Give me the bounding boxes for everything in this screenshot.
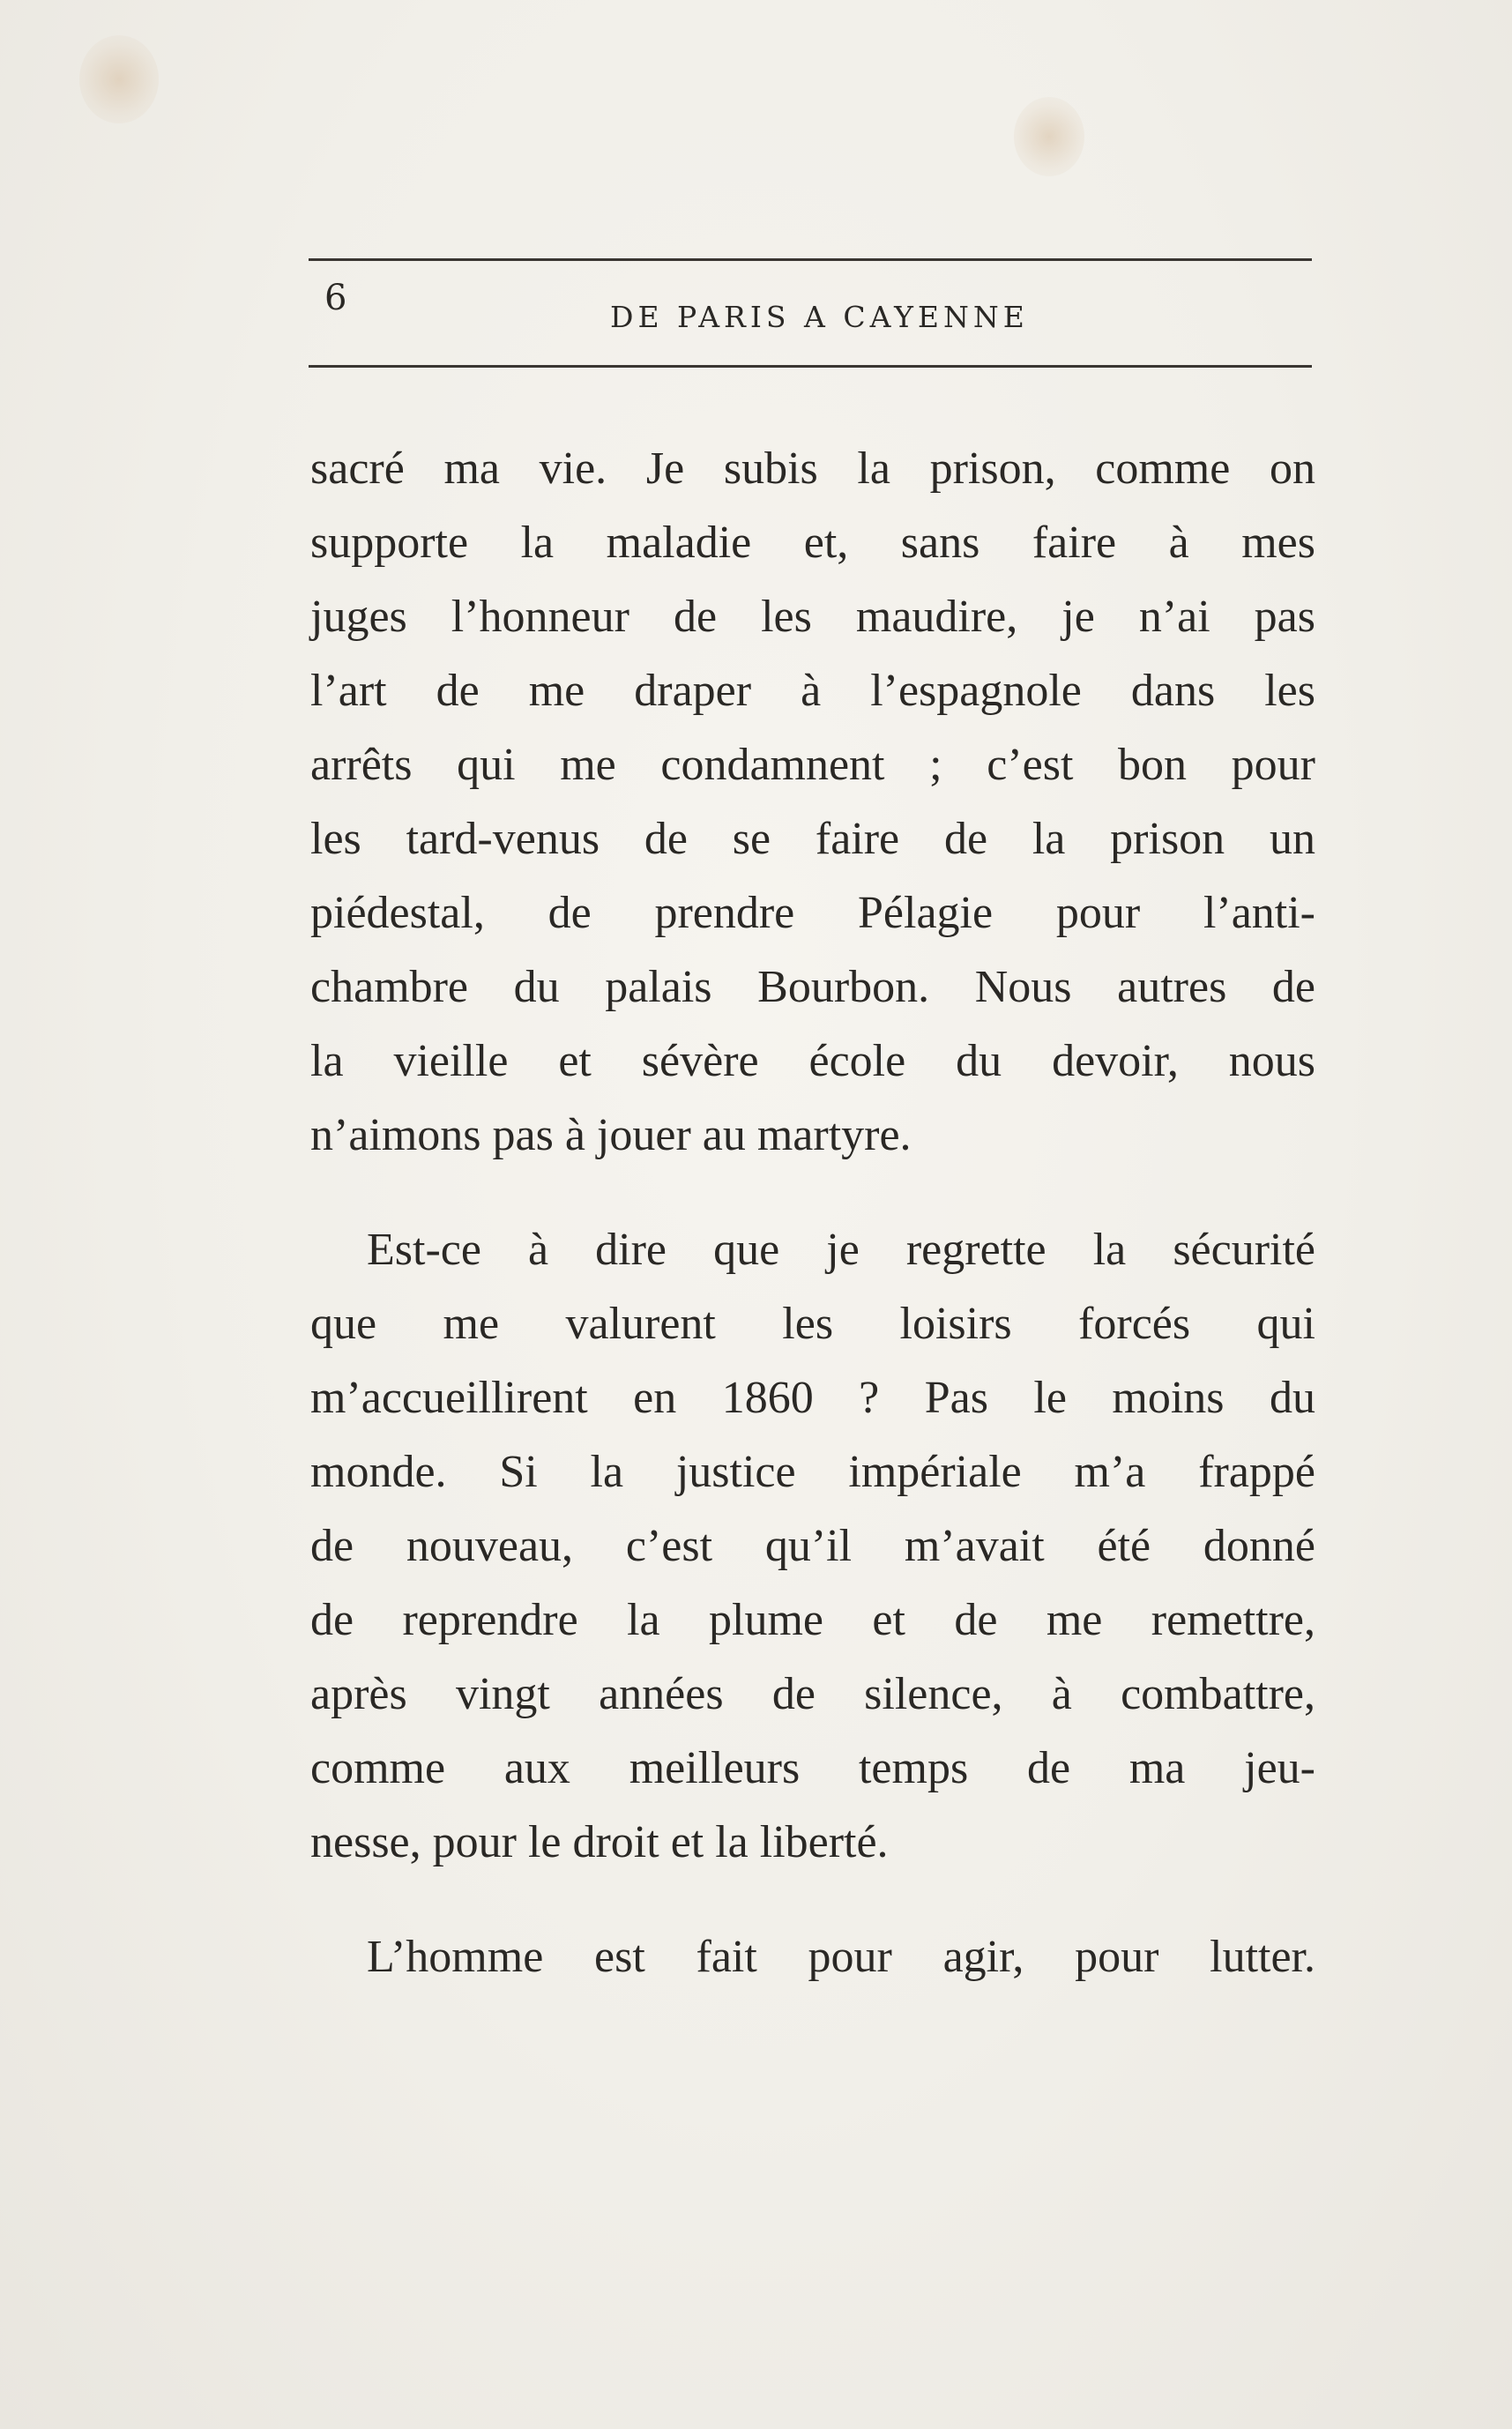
text-line: de reprendre la plume et de me remettre, [310,1595,1315,1645]
text-line: juges l’honneur de les maudire, je n’ai pas [310,592,1315,642]
header-rule-bottom [309,365,1312,368]
paper-stain [1014,97,1084,176]
text-line: piédestal, de prendre Pélagie pour l’anti- [310,888,1315,938]
text-line: supporte la maladie et, sans faire à mes [310,518,1315,568]
text-line: L’homme est fait pour agir, pour lutter. [367,1932,1315,1982]
paragraph-3 [310,1920,1315,1994]
text-line: l’art de me draper à l’espagnole dans les [310,666,1315,716]
text-line: n’aimons pas à jouer au martyre. [310,1110,912,1160]
text-line: de nouveau, c’est qu’il m’avait été donné [310,1521,1315,1571]
text-line: monde. Si la justice impériale m’a frappé [310,1447,1315,1497]
running-title: DE PARIS A CAYENNE [610,300,1029,334]
text-line: arrêts qui me condamnent ; c’est bon pour [310,740,1315,790]
text-line: les tard-venus de se faire de la prison un [310,814,1315,864]
paragraph-1 [310,432,1315,1173]
page-number: 6 [324,278,347,318]
body-text [310,432,1315,1994]
paragraph-2 [310,1213,1315,1880]
text-line: sacré ma vie. Je subis la prison, comme on [310,443,1315,494]
text-line: la vieille et sévère école du devoir, nous [310,1036,1315,1086]
text-line: comme aux meilleurs temps de ma jeu- [310,1743,1315,1793]
text-line: m’accueillirent en 1860 ? Pas le moins du [310,1373,1315,1423]
text-line: Est-ce à dire que je regrette la sécurité [367,1225,1315,1275]
text-line: nesse, pour le droit et la liberté. [310,1817,889,1867]
paper-stain [79,35,159,123]
header-rule-top [309,258,1312,261]
text-line: que me valurent les loisirs forcés qui [310,1299,1315,1349]
text-line: chambre du palais Bourbon. Nous autres de [310,962,1315,1012]
text-line: après vingt années de silence, à combattre, [310,1669,1315,1719]
